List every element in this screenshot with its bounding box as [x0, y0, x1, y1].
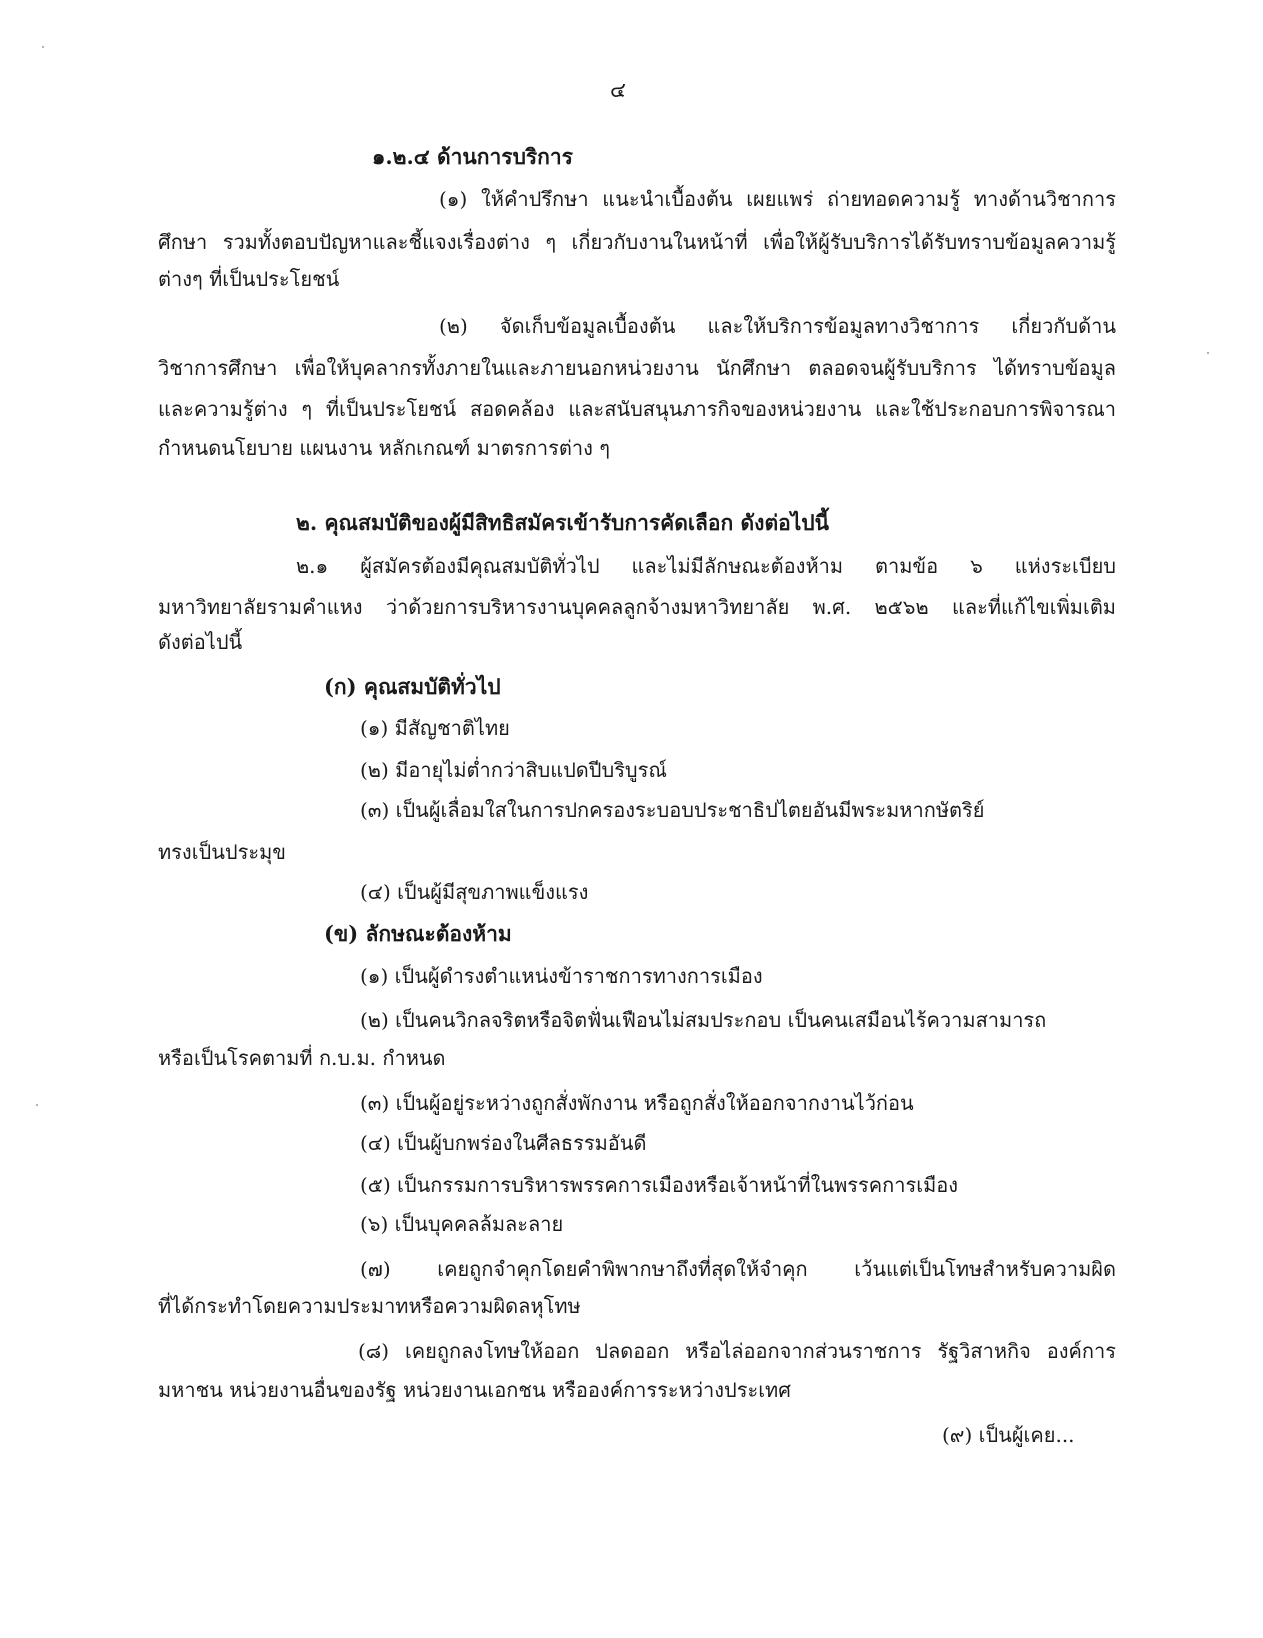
general-item-4: (๔) เป็นผู้มีสุขภาพแข็งแรง: [360, 880, 589, 904]
service-item-1-line-3: ต่างๆ ที่เป็นประโยชน์: [158, 267, 340, 291]
service-item-2-line-3: และความรู้ต่าง ๆ ที่เป็นประโยชน์ สอดคล้อง และสนับสนุนภารกิจของหน่วยงาน และใช้ประกอบการพิจารณา: [158, 397, 1116, 421]
qualification-intro-line-1: ๒.๑ ผู้สมัครต้องมีคุณสมบัติทั่วไป และไม่มีลักษณะต้องห้าม ตามข้อ ๖ แห่งระเบียบ: [296, 554, 1116, 578]
general-item-1: (๑) มีสัญชาติไทย: [360, 716, 510, 740]
scan-speck: [42, 46, 44, 48]
service-item-1-line-1: (๑) ให้คำปรึกษา แนะนำเบื้องต้น เผยแพร่ ถ่ายทอดความรู้ ทางด้านวิชาการ: [439, 187, 1116, 211]
service-item-1-line-2: ศึกษา รวมทั้งตอบปัญหาและชี้แจงเรื่องต่าง ๆ เกี่ยวกับงานในหน้าที่ เพื่อให้ผู้รับบริการได้รับทราบข้อมูลความรู้: [158, 230, 1116, 254]
page-number: ๔: [610, 78, 626, 102]
prohibited-item-8-line-2: มหาชน หน่วยงานอื่นของรัฐ หน่วยงานเอกชน หรือองค์การระหว่างประเทศ: [158, 1378, 791, 1402]
general-qualifications-heading: (ก) คุณสมบัติทั่วไป: [324, 674, 501, 699]
scan-speck: [1207, 352, 1209, 354]
prohibited-item-7-line-1: (๗) เคยถูกจำคุกโดยคำพิพากษาถึงที่สุดให้จำคุก เว้นแต่เป็นโทษสำหรับความผิด: [360, 1257, 1116, 1281]
section-heading-service: ๑.๒.๔ ด้านการบริการ: [372, 144, 573, 169]
continuation-text: (๙) เป็นผู้เคย...: [942, 1423, 1075, 1447]
qualification-intro-line-2: มหาวิทยาลัยรามคำแหง ว่าด้วยการบริหารงานบุคคลลูกจ้างมหาวิทยาลัย พ.ศ. ๒๕๖๒ และที่แก้ไขเพิ่มเติม: [158, 595, 1116, 619]
prohibited-item-3: (๓) เป็นผู้อยู่ระหว่างถูกสั่งพักงาน หรือถูกสั่งให้ออกจากงานไว้ก่อน: [360, 1091, 914, 1115]
prohibited-item-6: (๖) เป็นบุคคลล้มละลาย: [360, 1212, 564, 1236]
service-item-2-line-1: (๒) จัดเก็บข้อมูลเบื้องต้น และให้บริการข้อมูลทางวิชาการ เกี่ยวกับด้าน: [439, 314, 1116, 338]
prohibited-item-7-line-2: ที่ได้กระทำโดยความประมาทหรือความผิดลหุโทษ: [158, 1294, 581, 1318]
general-item-2: (๒) มีอายุไม่ต่ำกว่าสิบแปดปีบริบูรณ์: [360, 758, 667, 782]
general-item-3-line-1: (๓) เป็นผู้เลื่อมใสในการปกครองระบอบประชาธิปไตยอันมีพระมหากษัตริย์: [360, 798, 985, 822]
scan-speck: [36, 1104, 38, 1106]
section-heading-qualifications: ๒. คุณสมบัติของผู้มีสิทธิสมัครเข้ารับการคัดเลือก ดังต่อไปนี้: [296, 510, 829, 535]
service-item-2-line-2: วิชาการศึกษา เพื่อให้บุคลากรทั้งภายในและภายนอกหน่วยงาน นักศึกษา ตลอดจนผู้รับบริการ ได้ทราบข้อมูล: [158, 356, 1116, 380]
prohibited-item-2-line-2: หรือเป็นโรคตามที่ ก.บ.ม. กำหนด: [158, 1046, 446, 1070]
prohibited-item-2-line-1: (๒) เป็นคนวิกลจริตหรือจิตฟั่นเฟือนไม่สมประกอบ เป็นคนเสมือนไร้ความสามารถ: [360, 1008, 1047, 1032]
prohibited-item-1: (๑) เป็นผู้ดำรงตำแหน่งข้าราชการทางการเมือง: [360, 964, 763, 988]
prohibited-item-4: (๔) เป็นผู้บกพร่องในศีลธรรมอันดี: [360, 1131, 647, 1155]
qualification-intro-line-3: ดังต่อไปนี้: [158, 630, 243, 654]
prohibited-item-8-line-1: (๘) เคยถูกลงโทษให้ออก ปลดออก หรือไล่ออกจากส่วนราชการ รัฐวิสาหกิจ องค์การ: [358, 1339, 1116, 1363]
service-item-2-line-4: กำหนดนโยบาย แผนงาน หลักเกณฑ์ มาตรการต่าง ๆ: [158, 436, 610, 460]
prohibited-heading: (ข) ลักษณะต้องห้าม: [324, 921, 512, 946]
general-item-3-line-2: ทรงเป็นประมุข: [158, 840, 286, 864]
prohibited-item-5: (๕) เป็นกรรมการบริหารพรรคการเมืองหรือเจ้าหน้าที่ในพรรคการเมือง: [360, 1173, 959, 1197]
